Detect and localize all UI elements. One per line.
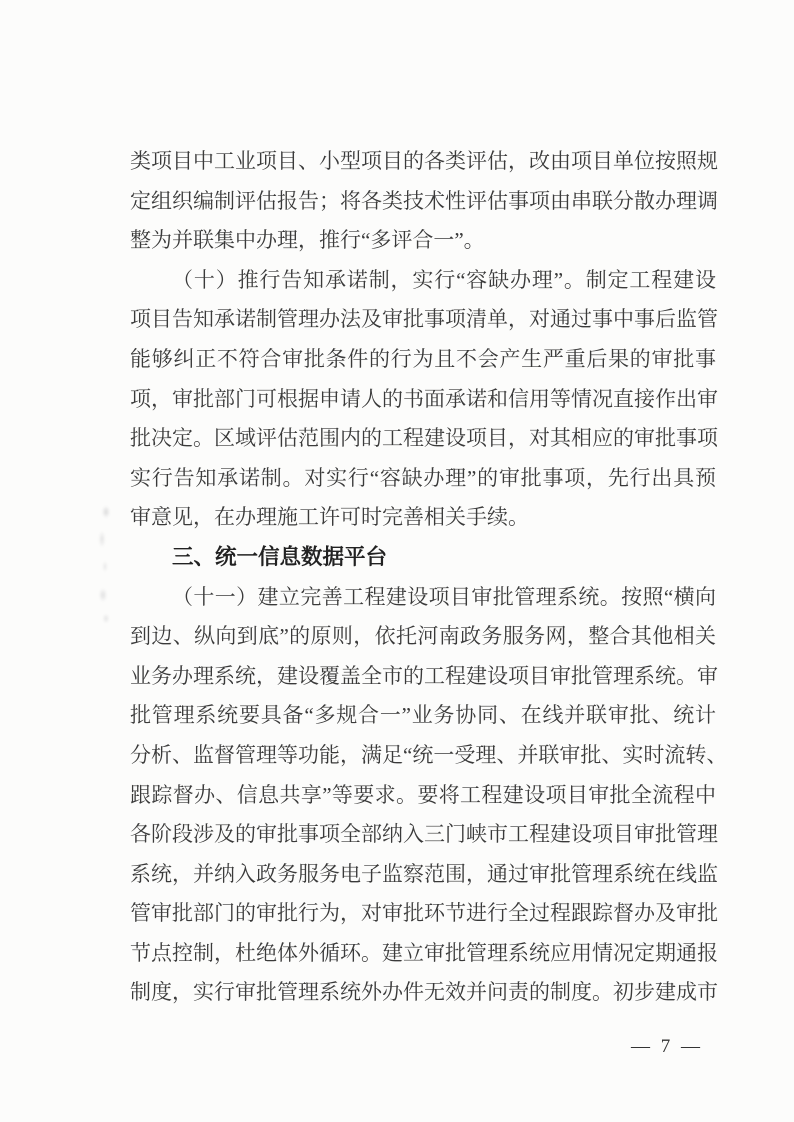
text-line: 业务办理系统，建设覆盖全市的工程建设项目审批管理系统。审 (130, 663, 718, 688)
text-line: 类项目中工业项目、小型项目的各类评估，改由项目单位按照规 (130, 149, 718, 173)
text-line: 节点控制，杜绝体外循环。建立审批管理系统应用情况定期通报 (130, 940, 718, 965)
text-line: 各阶段涉及的审批事项全部纳入三门峡市工程建设项目审批管理 (130, 822, 718, 847)
text-line: 定组织编制评估报告；将各类技术性评估事项由串联分散办理调 (130, 188, 718, 213)
text-line: （十一）建立完善工程建设项目审批管理系统。按照“横向 (172, 584, 716, 609)
text-line: 跟踪督办、信息共享”等要求。要将工程建设项目审批全流程中 (130, 782, 716, 807)
text-line: 管审批部门的审批行为，对审批环节进行全过程跟踪督办及审批 (130, 901, 718, 926)
text-line: 实行告知承诺制。对实行“容缺办理”的审批事项，先行出具预 (130, 465, 716, 490)
text-line: 项目告知承诺制管理办法及审批事项清单，对通过事中事后监管 (130, 307, 718, 332)
text-line: 整为并联集中办理，推行“多评合一”。 (130, 228, 485, 253)
text-line: 项，审批部门可根据申请人的书面承诺和信用等情况直接作出审 (130, 386, 718, 411)
text-line: 制度，实行审批管理系统外办件无效并问责的制度。初步建成市 (130, 980, 718, 1005)
scan-artifact (94, 502, 114, 626)
text-line: 分析、监督管理等功能，满足“统一受理、并联审批、实时流转、 (130, 742, 728, 767)
text-line: 系统，并纳入政务服务电子监察范围，通过审批管理系统在线监 (130, 861, 718, 886)
document-body (130, 142, 728, 1013)
text-line: 批决定。区域评估范围内的工程建设项目，对其相应的审批事项 (130, 426, 718, 451)
section-heading: 三、统一信息数据平台 (172, 544, 388, 569)
text-line: 审意见，在办理施工许可时完善相关手续。 (130, 505, 529, 530)
text-line: 能够纠正不符合审批条件的行为且不会产生严重后果的审批事 (130, 346, 716, 371)
text-line: 批管理系统要具备“多规合一”业务协同、在线并联审批、统计 (130, 703, 716, 728)
page-number: — 7 — (631, 1036, 703, 1057)
text-line: 到边、纵向到底”的原则，依托河南政务服务网，整合其他相关 (130, 624, 716, 649)
text-line: （十）推行告知承诺制，实行“容缺办理”。制定工程建设 (172, 267, 716, 292)
